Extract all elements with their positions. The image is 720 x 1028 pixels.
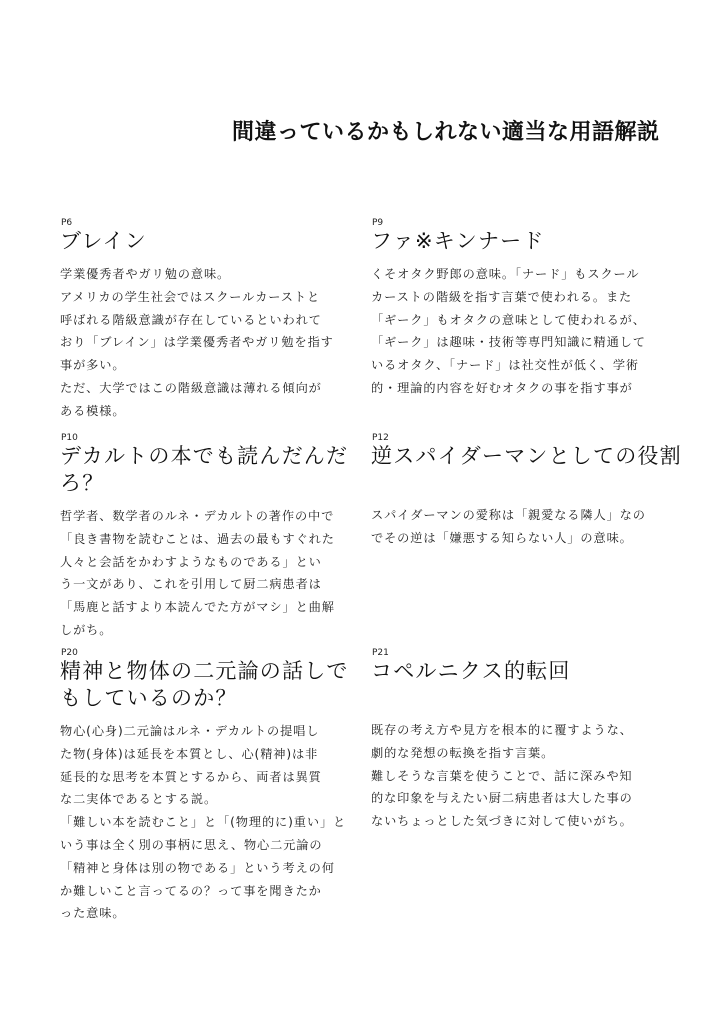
page-reference: P10 [61, 433, 78, 443]
description-line: 学業優秀者やガリ勉の意味。 [60, 267, 231, 281]
description-line: ある模様。 [60, 403, 126, 418]
term-description [60, 263, 350, 423]
description-line: 事が多い。 [60, 358, 126, 373]
description-line: 「ギーク」もオタクの意味として使われるが、 [371, 312, 646, 327]
term-description [371, 263, 661, 400]
description-line: った意味。 [60, 906, 126, 921]
description-line: いるオタク、「ナード」は社交性が低く、学術 [371, 358, 640, 373]
glossary-entry-brain [60, 218, 350, 423]
description-line: 劇的な発想の転換を指す言葉。 [371, 745, 555, 760]
page-reference: P12 [372, 433, 389, 443]
description-line: 「ギーク」は趣味・技術等専門知識に精通して [371, 335, 646, 350]
description-line: 難しそうな言葉を使うことで、話に深みや知 [371, 768, 633, 783]
description-line: 「難しい本を読むこと」と「(物理的に)重い」と [60, 815, 347, 830]
description-line: 物心(心身)二元論はルネ・デカルトの提唱し [60, 724, 320, 738]
page-reference: P21 [372, 648, 389, 658]
description-line: か難しいこと言ってるの？って事を聞きたか [60, 883, 322, 898]
term-heading [60, 658, 350, 712]
description-line: た物(身体)は延長を本質とし、心(精神)は非 [60, 746, 319, 761]
page-reference: P6 [61, 218, 73, 228]
term-heading-line: もしているのか？ [60, 686, 238, 710]
description-line: 延長的な思考を本質とするから、両者は異質 [60, 769, 322, 784]
description-line: 人々と会話をかわすようなものである」とい [60, 554, 322, 569]
description-line: いう事は全く別の事柄に思え、物心二元論の [60, 837, 323, 852]
description-line: 「馬鹿と話すより本読んでた方がマシ」と曲解 [60, 600, 335, 615]
description-line: ただ、大学ではこの階級意識は薄れる傾向が [60, 380, 322, 395]
description-line: 哲学者、数学者のルネ・デカルトの著作の中で [60, 509, 335, 523]
page-title: 間違っているかもしれない適当な用語解説 [232, 119, 660, 145]
term-heading: ファ※キンナード [371, 229, 545, 253]
description-line: 呼ばれる階級意識が存在しているといわれて [60, 312, 322, 327]
description-line: ないちょっとした気づきに対して使いがち。 [371, 814, 633, 829]
term-heading-line: デカルトの本でも読んだんだ [60, 444, 349, 468]
description-line: スパイダーマンの愛称は「親愛なる隣人」なの [371, 508, 646, 522]
term-heading: 逆スパイダーマンとしての役割 [371, 444, 682, 468]
term-description [371, 504, 661, 550]
description-line: アメリカの学生社会ではスクールカーストと [60, 289, 321, 304]
term-heading: コペルニクス的転回 [371, 659, 571, 683]
term-heading-line: 精神と物体の二元論の話しで [60, 659, 349, 683]
glossary-entry-descartes [60, 433, 350, 642]
description-line: おり「ブレイン」は学業優秀者やガリ勉を指す [60, 335, 334, 350]
term-description [60, 505, 350, 642]
description-line: 的・理論的内容を好むオタクの事を指す事が [371, 380, 633, 395]
term-heading [60, 443, 350, 497]
description-line: 「良き書物を読むことは、過去の最もすぐれた [60, 531, 335, 546]
page-reference: P9 [372, 218, 384, 228]
description-line: でその逆は「嫌悪する知らない人」の意味。 [371, 530, 633, 545]
description-line: しがち。 [60, 622, 113, 637]
glossary-entry-nerd [371, 218, 661, 400]
glossary-entry-dualism [60, 648, 350, 925]
description-line: くそオタク野郎の意味。「ナード」もスクール [371, 267, 640, 281]
description-line: 「精神と身体は別の物である」という考えの何 [60, 860, 335, 875]
term-heading: ブレイン [60, 229, 147, 253]
term-description [371, 719, 661, 833]
glossary-entry-reverse-spiderman [371, 433, 682, 550]
glossary-entry-copernican-turn [371, 648, 661, 833]
description-line: 既存の考え方や見方を根本的に覆すような、 [371, 723, 633, 737]
page-reference: P20 [61, 648, 78, 658]
term-heading-line: ろ？ [60, 471, 105, 495]
description-line: な二実体であるとする説。 [60, 792, 218, 807]
description-line: 的な印象を与えたい厨二病患者は大した事の [371, 791, 633, 806]
description-line: カーストの階級を指す言葉で使われる。また [371, 289, 633, 304]
term-description [60, 720, 350, 925]
description-line: う一文があり、これを引用して厨二病患者は [60, 577, 322, 592]
